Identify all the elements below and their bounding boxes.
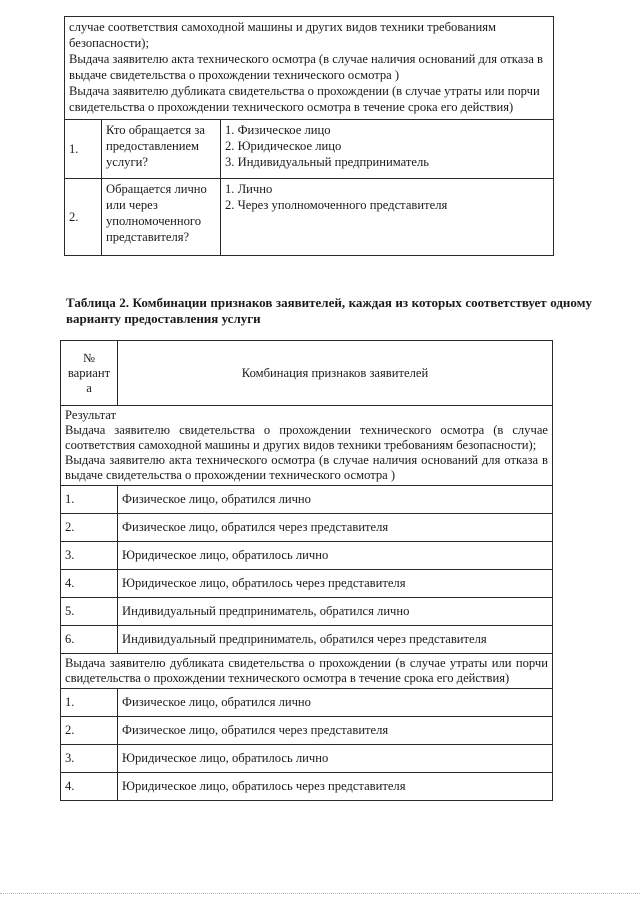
variant-combination: Юридическое лицо, обратилось через представителя	[118, 773, 553, 801]
table-row	[61, 598, 553, 626]
result-line: Выдача заявителю акта технического осмотра (в случае наличия оснований для отказа в выдаче свидетельства о прохождении технического осмотра )	[65, 453, 548, 482]
result-line: Выдача заявителю свидетельства о прохождении технического осмотра (в случае соответствия самоходной машины и других видов техники требованиям безопасности);	[65, 423, 548, 452]
result-block-row	[61, 654, 553, 689]
variant-number: 2.	[61, 717, 118, 745]
table-row	[61, 486, 553, 514]
table-row	[61, 626, 553, 654]
variant-number: 5.	[61, 598, 118, 626]
variant-combination: Физическое лицо, обратился через представителя	[118, 514, 553, 542]
variant-number: 4.	[61, 570, 118, 598]
criteria-table	[64, 16, 554, 256]
answer-option: 1. Физическое лицо	[225, 123, 331, 137]
combinations-table	[60, 340, 553, 801]
criterion-question: Кто обращается за предоставлением услуги?	[102, 120, 221, 179]
variant-combination: Юридическое лицо, обратилось лично	[118, 542, 553, 570]
result-block-row	[61, 406, 553, 486]
row-number: 1.	[65, 120, 102, 179]
variant-combination: Индивидуальный предприниматель, обратился через представителя	[118, 626, 553, 654]
table-row	[61, 745, 553, 773]
variant-number: 4.	[61, 773, 118, 801]
table-header-row	[61, 341, 553, 406]
variant-combination: Юридическое лицо, обратилось через представителя	[118, 570, 553, 598]
continuation-cell	[65, 17, 554, 120]
table-row	[65, 17, 554, 120]
scan-edge-divider	[0, 893, 640, 894]
table-row	[61, 689, 553, 717]
header-combination: Комбинация признаков заявителей	[118, 341, 553, 406]
criterion-answers	[221, 179, 554, 256]
result-label: Результат	[65, 408, 117, 422]
variant-number: 3.	[61, 745, 118, 773]
table-caption: Таблица 2. Комбинации признаков заявителей, каждая из которых соответствует одному варианту предоставления услуги	[66, 295, 592, 326]
table-row	[61, 773, 553, 801]
variant-number: 6.	[61, 626, 118, 654]
continuation-line: случае соответствия самоходной машины и других видов техники требованиям безопасности);	[69, 20, 496, 50]
continuation-line: Выдача заявителю дубликата свидетельства о прохождении (в случае утраты или порчи свидетельства о прохождении технического осмотра в течение срока его действия)	[69, 84, 540, 114]
table-row	[61, 514, 553, 542]
table-row	[65, 179, 554, 256]
table-row	[61, 717, 553, 745]
header-variant-number: № вариант а	[61, 341, 118, 406]
variant-number: 2.	[61, 514, 118, 542]
variant-combination: Физическое лицо, обратился лично	[118, 486, 553, 514]
variant-combination: Юридическое лицо, обратилось лично	[118, 745, 553, 773]
answer-option: 2. Через уполномоченного представителя	[225, 198, 448, 212]
table-row	[61, 542, 553, 570]
table-row	[61, 570, 553, 598]
variant-number: 1.	[61, 486, 118, 514]
answer-option: 2. Юридическое лицо	[225, 139, 342, 153]
variant-combination: Физическое лицо, обратился лично	[118, 689, 553, 717]
answer-option: 1. Лично	[225, 182, 273, 196]
answer-option: 3. Индивидуальный предприниматель	[225, 155, 430, 169]
variant-number: 3.	[61, 542, 118, 570]
result-block: Выдача заявителю дубликата свидетельства о прохождении (в случае утраты или порчи свидетельства о прохождении технического осмотра в течение срока его действия)	[61, 654, 553, 689]
result-block	[61, 406, 553, 486]
criterion-answers	[221, 120, 554, 179]
variant-number: 1.	[61, 689, 118, 717]
continuation-line: Выдача заявителю акта технического осмотра (в случае наличия оснований для отказа в выдаче свидетельства о прохождении технического осмотра )	[69, 52, 543, 82]
row-number: 2.	[65, 179, 102, 256]
table-row	[65, 120, 554, 179]
criterion-question: Обращается лично или через уполномоченного представителя?	[102, 179, 221, 256]
variant-combination: Индивидуальный предприниматель, обратился лично	[118, 598, 553, 626]
variant-combination: Физическое лицо, обратился через представителя	[118, 717, 553, 745]
